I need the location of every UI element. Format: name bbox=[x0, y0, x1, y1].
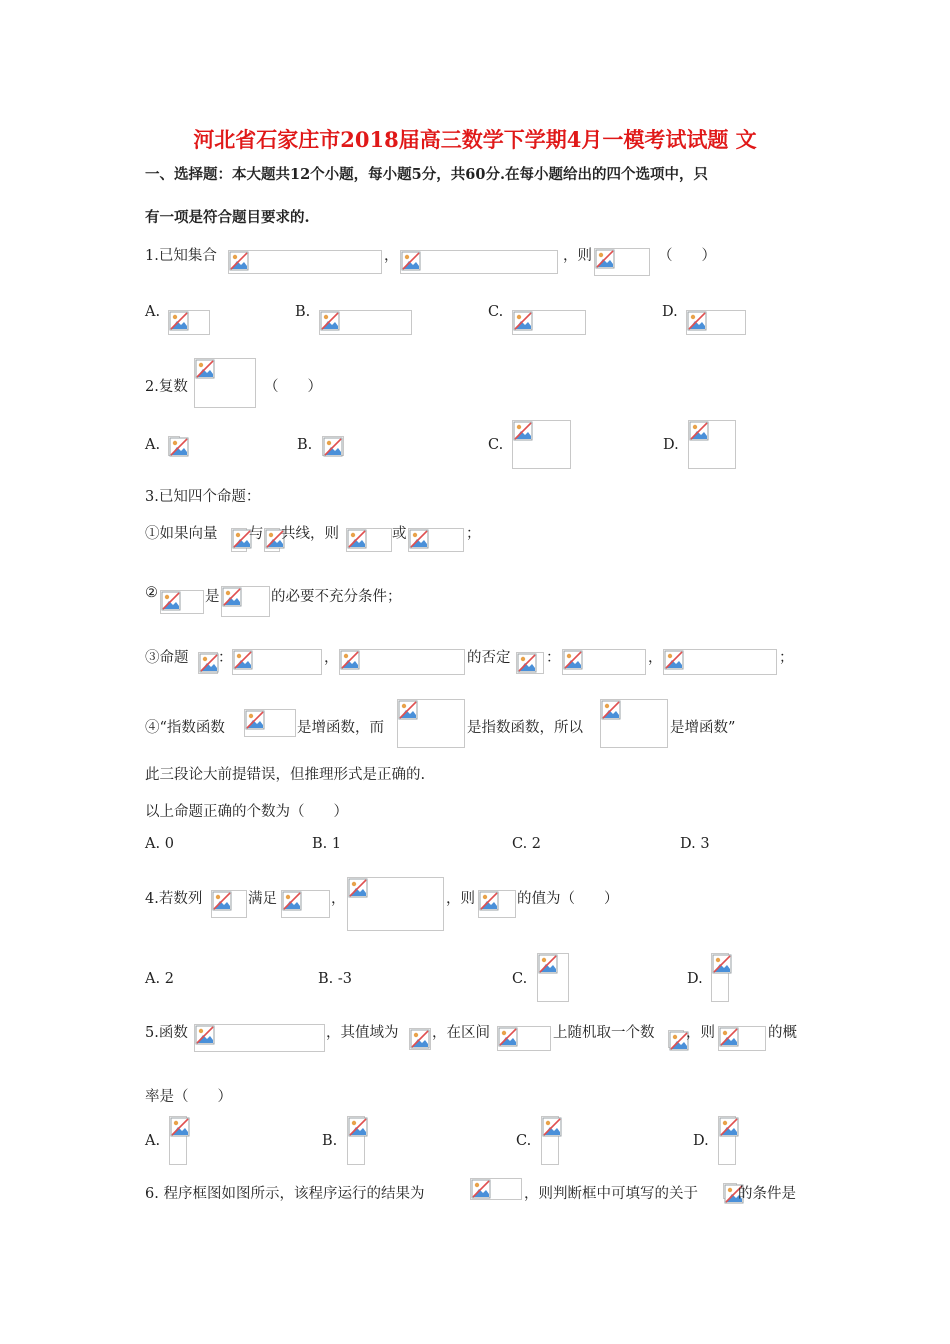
q5-stem-a: 5.函数 bbox=[145, 1025, 188, 1041]
formula-image bbox=[470, 1178, 522, 1200]
q3-prop2-a: ② bbox=[145, 585, 158, 601]
q4-comma: ， bbox=[331, 891, 346, 907]
section-heading-line1: 一、选择题：本大题共12个小题，每小题5分，共60分.在每小题给出的四个选项中，只 bbox=[145, 166, 708, 183]
q4-option-d: D. bbox=[687, 971, 703, 987]
formula-image bbox=[198, 652, 218, 674]
q2-option-a: A. bbox=[145, 437, 161, 453]
q4-option-b: B. -3 bbox=[318, 971, 352, 987]
formula-image bbox=[319, 310, 412, 335]
q3-prop3-colon1: ： bbox=[218, 650, 233, 666]
formula-image bbox=[168, 436, 180, 456]
formula-image bbox=[723, 1183, 737, 1199]
q1-paren: （ ） bbox=[658, 248, 716, 264]
formula-image bbox=[668, 1030, 684, 1048]
formula-image bbox=[600, 699, 668, 748]
formula-image bbox=[232, 649, 322, 675]
q3-prop3-a: ③命题 bbox=[145, 650, 189, 666]
formula-image bbox=[244, 709, 296, 737]
formula-image bbox=[688, 420, 736, 469]
q5-option-d: D. bbox=[693, 1133, 709, 1149]
q5-stem-c: ，在区间 bbox=[432, 1025, 490, 1041]
q3-prop1-e: ； bbox=[466, 526, 481, 542]
formula-image bbox=[478, 890, 516, 918]
q1-option-c: C. bbox=[488, 304, 504, 320]
q5-stem-d: 上随机取一个数 bbox=[553, 1025, 655, 1041]
formula-image bbox=[594, 248, 650, 276]
q5-option-c: C. bbox=[516, 1133, 532, 1149]
q3-prop1-c: 共线，则 bbox=[281, 526, 339, 542]
q3-prop4-d: 是增函数” bbox=[670, 720, 736, 736]
formula-image bbox=[397, 699, 465, 748]
q3-prop1-b: 与 bbox=[249, 526, 264, 542]
formula-image bbox=[541, 1116, 559, 1165]
q2-option-b: B. bbox=[297, 437, 313, 453]
q2-stem: 2.复数 bbox=[145, 379, 188, 395]
formula-image bbox=[231, 528, 247, 552]
q1-option-d: D. bbox=[662, 304, 678, 320]
q3-option-a: A. 0 bbox=[145, 836, 174, 852]
q1-then: ，则 bbox=[563, 248, 592, 264]
q2-option-c: C. bbox=[488, 437, 504, 453]
formula-image bbox=[347, 1116, 365, 1165]
formula-image bbox=[537, 953, 569, 1002]
q5-option-a: A. bbox=[145, 1133, 161, 1149]
formula-image bbox=[194, 1024, 325, 1052]
formula-image bbox=[347, 877, 444, 931]
q3-prop1-d: 或 bbox=[392, 526, 407, 542]
q4-stem-a: 4.若数列 bbox=[145, 891, 203, 907]
formula-image bbox=[264, 528, 280, 552]
section-heading-line2: 有一项是符合题目要求的. bbox=[145, 209, 310, 226]
q4-option-c: C. bbox=[512, 971, 528, 987]
formula-image bbox=[512, 420, 571, 469]
q6-stem-c: 的条件是 bbox=[738, 1186, 796, 1202]
q3-prop3-comma2: ， bbox=[648, 650, 663, 666]
q3-ask: 以上命题正确的个数为（ ） bbox=[145, 804, 348, 820]
formula-image bbox=[339, 649, 465, 675]
q3-stem: 3.已知四个命题： bbox=[145, 489, 261, 505]
q3-prop3-neg: 的否定 bbox=[467, 650, 511, 666]
q6-stem-b: ，则判断框中可填写的关于 bbox=[524, 1186, 698, 1202]
q4-option-a: A. 2 bbox=[145, 971, 174, 987]
q3-prop3-colon2: ： bbox=[546, 650, 561, 666]
q1-stem: 1.已知集合 bbox=[145, 248, 217, 264]
formula-image bbox=[711, 953, 729, 1002]
q3-prop1-a: ①如果向量 bbox=[145, 526, 218, 542]
document-title: 河北省石家庄市2018届高三数学下学期4月一模考试试题 文 bbox=[193, 127, 757, 152]
q3-prop3-end: ； bbox=[779, 650, 794, 666]
formula-image bbox=[160, 590, 204, 614]
formula-image bbox=[322, 436, 344, 456]
q3-prop4-a: ④“指数函数 bbox=[145, 720, 225, 736]
q3-prop2-b: 是 bbox=[205, 589, 220, 605]
formula-image bbox=[409, 1028, 431, 1050]
q3-prop2-c: 的必要不充分条件； bbox=[271, 589, 402, 605]
q3-option-d: D. 3 bbox=[680, 836, 710, 852]
formula-image bbox=[221, 586, 270, 617]
q4-then: ，则 bbox=[446, 891, 475, 907]
q1-comma: ， bbox=[384, 248, 399, 264]
q4-stem-b: 满足 bbox=[248, 891, 277, 907]
q3-option-c: C. 2 bbox=[512, 836, 542, 852]
formula-image bbox=[194, 358, 256, 408]
formula-image bbox=[663, 649, 777, 675]
formula-image bbox=[686, 310, 746, 335]
formula-image bbox=[562, 649, 646, 675]
q6-stem-a: 6. 程序框图如图所示，该程序运行的结果为 bbox=[145, 1186, 425, 1202]
formula-image bbox=[211, 890, 247, 918]
q1-option-b: B. bbox=[295, 304, 311, 320]
q5-stem-e: ，则 bbox=[686, 1025, 715, 1041]
q4-stem-c: 的值为（ ） bbox=[517, 891, 619, 907]
q3-prop4-c: 是指数函数，所以 bbox=[467, 720, 583, 736]
formula-image bbox=[512, 310, 586, 335]
formula-image bbox=[516, 652, 544, 674]
q5-line2: 率是（ ） bbox=[145, 1089, 232, 1105]
q3-prop4-b: 是增函数，而 bbox=[297, 720, 384, 736]
q3-prop3-comma1: ， bbox=[324, 650, 339, 666]
formula-image bbox=[408, 528, 464, 552]
formula-image bbox=[718, 1116, 736, 1165]
formula-image bbox=[228, 250, 382, 274]
formula-image bbox=[169, 1116, 187, 1165]
q3-option-b: B. 1 bbox=[312, 836, 342, 852]
formula-image bbox=[718, 1026, 766, 1051]
q5-stem-f: 的概 bbox=[768, 1025, 797, 1041]
q5-stem-b: ，其值域为 bbox=[326, 1025, 399, 1041]
q2-paren: （ ） bbox=[264, 379, 322, 395]
formula-image bbox=[168, 310, 210, 335]
formula-image bbox=[346, 528, 392, 552]
formula-image bbox=[497, 1026, 551, 1051]
q1-option-a: A. bbox=[145, 304, 161, 320]
formula-image bbox=[400, 250, 558, 274]
formula-image bbox=[281, 890, 330, 918]
q2-option-d: D. bbox=[663, 437, 679, 453]
q3-note: 此三段论大前提错误，但推理形式是正确的. bbox=[145, 767, 426, 783]
q5-option-b: B. bbox=[322, 1133, 338, 1149]
